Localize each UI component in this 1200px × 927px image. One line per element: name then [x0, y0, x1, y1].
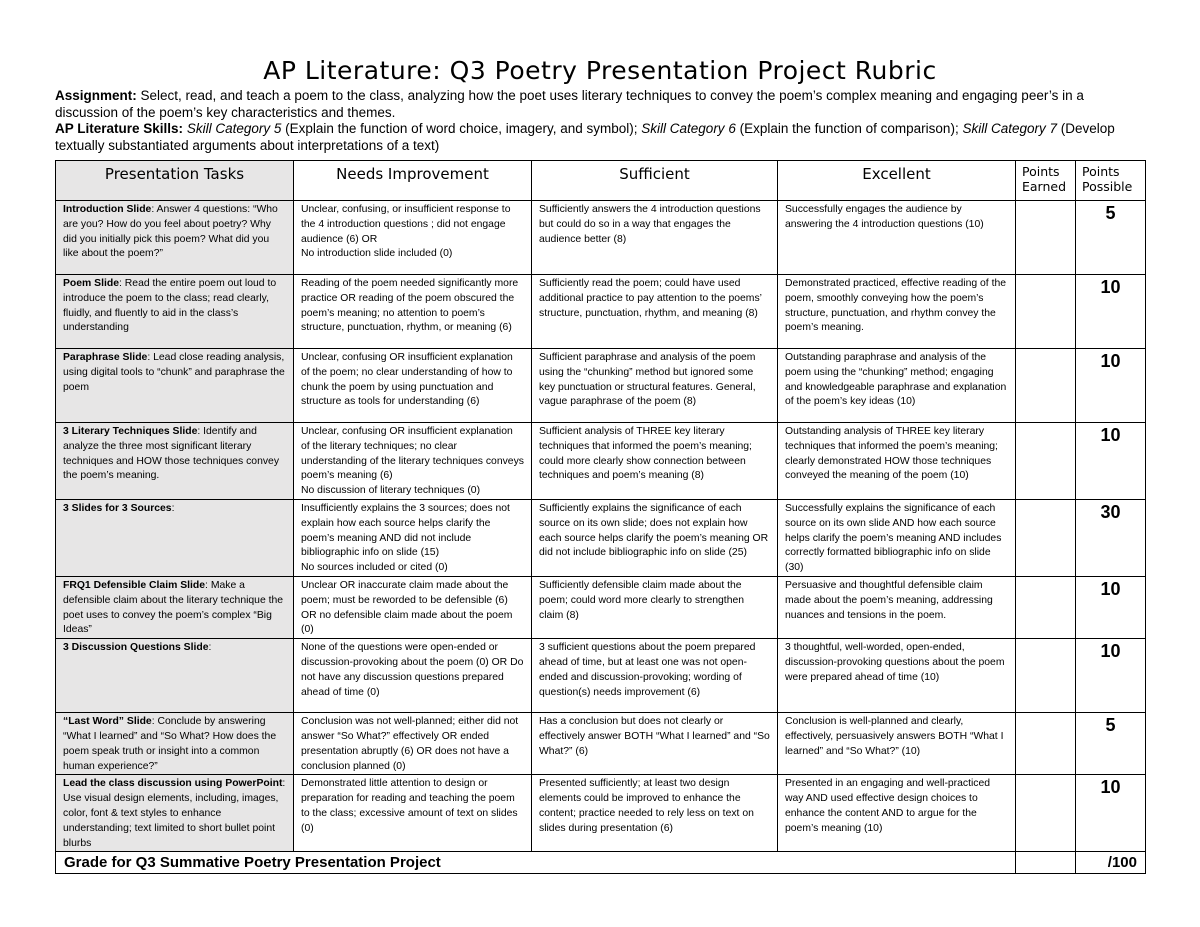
points-possible-value: 10: [1076, 423, 1146, 500]
header-tasks: Presentation Tasks: [56, 161, 294, 201]
sufficient-cell: Sufficiently explains the significance of each source on its own slide; does not explain how each source helps clarify the poem’s meaning OR did not include bibliographic info on slide (25): [532, 499, 778, 576]
grade-total: /100: [1076, 852, 1146, 874]
points-possible-value: 10: [1076, 349, 1146, 423]
task-label: “Last Word” Slide: [63, 716, 152, 728]
points-earned-cell: [1016, 713, 1076, 775]
points-earned-cell: [1016, 275, 1076, 349]
needs-improvement-cell: Unclear OR inaccurate claim made about the poem; must be reworded to be defensible (6) OR no defensible claim made about the poem (0): [294, 576, 532, 638]
sufficient-cell: Sufficiently defensible claim made about the poem; could word more clearly to strengthen claim (8): [532, 576, 778, 638]
rubric-row: [56, 275, 1146, 349]
excellent-cell: Demonstrated practiced, effective reading of the poem, smoothly conveying how the poem’s structure, punctuation, and rhythm convey the poem’s meaning.: [778, 275, 1016, 349]
task-cell: [56, 775, 294, 852]
excellent-cell: Persuasive and thoughtful defensible claim made about the poem’s meaning, addressing nuances and tensions in the poem.: [778, 576, 1016, 638]
header-points-earned: Points Earned: [1016, 161, 1076, 201]
needs-improvement-cell: Unclear, confusing OR insufficient explanation of the poem; no clear understanding of how to chunk the poem by using punctuation and structure as tools for understanding (6): [294, 349, 532, 423]
grade-label: Grade for Q3 Summative Poetry Presentation Project: [56, 852, 1016, 874]
task-cell: [56, 349, 294, 423]
rubric-table: [55, 160, 1146, 874]
header-needs-improvement: Needs Improvement: [294, 161, 532, 201]
sufficient-cell: Has a conclusion but does not clearly or effectively answer BOTH “What I learned” and “So What?” (6): [532, 713, 778, 775]
needs-improvement-cell: Conclusion was not well-planned; either did not answer “So What?” effectively OR ended presentation abruptly (6) OR does not have a conclusion planned (0): [294, 713, 532, 775]
header-excellent: Excellent: [778, 161, 1016, 201]
task-description: :: [208, 642, 212, 654]
task-label: Lead the class discussion using PowerPoint: [63, 778, 283, 790]
points-earned-cell: [1016, 201, 1076, 275]
task-cell: [56, 499, 294, 576]
task-cell: [56, 713, 294, 775]
assignment-text: Select, read, and teach a poem to the class, analyzing how the poet uses literary techniques to convey the poem’s complex meaning and engaging peer’s in a discussion of the poem’s key characteristics and themes.: [55, 88, 1084, 120]
points-earned-cell: [1016, 576, 1076, 638]
task-label: FRQ1 Defensible Claim Slide: [63, 579, 206, 591]
sufficient-cell: Presented sufficiently; at least two design elements could be improved to enhance the content; practice needed to rely less on text on slides during presentation (6): [532, 775, 778, 852]
rubric-row: [56, 499, 1146, 576]
skill-category-5-text: (Explain the function of word choice, imagery, and symbol);: [281, 121, 642, 136]
task-label: Poem Slide: [63, 278, 120, 289]
task-label: 3 Slides for 3 Sources: [63, 502, 172, 514]
task-description: : Use visual design elements, including, images, color, font & text styles to enhance understanding; text limited to short bullet point blurbs: [63, 778, 286, 849]
rubric-row: [56, 576, 1146, 638]
skill-category-6-text: (Explain the function of comparison);: [735, 121, 963, 136]
task-description: : Make a defensible claim about the literary technique the poet uses to convey the poem’s complex “Big Ideas”: [63, 579, 284, 636]
excellent-cell: Outstanding paraphrase and analysis of the poem using the “chunking” method; engaging and knowledgeable paraphrase and explanation of the poem’s key ideas (10): [778, 349, 1016, 423]
points-possible-value: 5: [1076, 201, 1146, 275]
header-points-possible: Points Possible: [1076, 161, 1146, 201]
footer-row: [56, 852, 1146, 874]
points-possible-value: 10: [1076, 275, 1146, 349]
sufficient-cell: Sufficient paraphrase and analysis of the poem using the “chunking” method but ignored some key punctuation or structural features. General, vague paraphrase of the poem (8): [532, 349, 778, 423]
points-possible-value: 10: [1076, 775, 1146, 852]
points-possible-value: 10: [1076, 639, 1146, 713]
needs-improvement-cell: Unclear, confusing, or insufficient response to the 4 introduction questions ; did not engage audience (6) OR No introduction slide included (0): [294, 201, 532, 275]
rubric-row: [56, 349, 1146, 423]
task-label: 3 Literary Techniques Slide: [63, 426, 198, 437]
skills-label: AP Literature Skills:: [55, 121, 184, 136]
rubric-row: [56, 713, 1146, 775]
task-description: : Conclude by answering “What I learned” and “So What? How does the poem speak truth or insight into a common human experience?”: [63, 716, 277, 772]
rubric-row: [56, 201, 1146, 275]
assignment-label: Assignment:: [55, 88, 137, 103]
excellent-cell: Outstanding analysis of THREE key literary techniques that informed the poem’s meaning; clearly demonstrated HOW those techniques conveyed the meaning of the poem (10): [778, 423, 1016, 500]
task-cell: [56, 423, 294, 500]
needs-improvement-cell: None of the questions were open-ended or discussion-provoking about the poem (0) OR Do not have any discussion questions prepared ahead of time (0): [294, 639, 532, 713]
task-cell: [56, 201, 294, 275]
excellent-cell: Successfully engages the audience by answering the 4 introduction questions (10): [778, 201, 1016, 275]
excellent-cell: Conclusion is well-planned and clearly, effectively, persuasively answers BOTH “What I learned” and “So What?” (10): [778, 713, 1016, 775]
header-sufficient: Sufficient: [532, 161, 778, 201]
sufficient-cell: Sufficiently answers the 4 introduction questions but could do so in a way that engages the audience better (8): [532, 201, 778, 275]
task-cell: [56, 576, 294, 638]
grade-earned-cell: [1016, 852, 1076, 874]
page-title: AP Literature: Q3 Poetry Presentation Project Rubric: [263, 56, 937, 85]
points-possible-value: 5: [1076, 713, 1146, 775]
sufficient-cell: Sufficient analysis of THREE key literary techniques that informed the poem’s meaning; could more clearly show connection between techniques and poem’s meaning (8): [532, 423, 778, 500]
task-label: Paraphrase Slide: [63, 352, 148, 363]
points-possible-value: 30: [1076, 499, 1146, 576]
task-description: : Identify and analyze the three most significant literary techniques and HOW those techniques convey the poem’s meaning.: [63, 426, 280, 482]
skill-category-7: Skill Category 7: [962, 121, 1057, 136]
intro-block: [55, 88, 1145, 154]
excellent-cell: Presented in an engaging and well-practiced way AND used effective design choices to enhance the content AND to argue for the poem’s meaning (10): [778, 775, 1016, 852]
skill-category-6: Skill Category 6: [641, 121, 736, 136]
needs-improvement-cell: Reading of the poem needed significantly more practice OR reading of the poem obscured the poem’s meaning; no attention to poem’s structure, punctuation, rhythm, or meaning (6): [294, 275, 532, 349]
points-earned-cell: [1016, 775, 1076, 852]
task-description: :: [171, 502, 175, 514]
points-earned-cell: [1016, 639, 1076, 713]
task-description: : Read the entire poem out loud to introduce the poem to the class; read clearly, fluidly, and fluently to aid in the class’s understanding: [63, 278, 277, 334]
skills-line: [55, 121, 1145, 154]
points-earned-cell: [1016, 499, 1076, 576]
header-row: [56, 161, 1146, 201]
task-description: : Answer 4 questions: “Who are you? How do you feel about poetry? Why did you initially pick this poem? What did you like about the poem?”: [63, 204, 278, 260]
points-earned-cell: [1016, 423, 1076, 500]
needs-improvement-cell: Demonstrated little attention to design or preparation for reading and teaching the poem to the class; excessive amount of text on slides (0): [294, 775, 532, 852]
points-earned-cell: [1016, 349, 1076, 423]
needs-improvement-cell: Insufficiently explains the 3 sources; does not explain how each source helps clarify the poem’s meaning AND did not include bibliographic info on slide (15) No sources included or cited (0): [294, 499, 532, 576]
rubric-row: [56, 639, 1146, 713]
skill-category-7-text: (Develop textually substantiated arguments about interpretations of a text): [55, 121, 1115, 153]
rubric-row: [56, 423, 1146, 500]
task-label: 3 Discussion Questions Slide: [63, 642, 209, 654]
task-cell: [56, 639, 294, 713]
task-label: Introduction Slide: [63, 204, 152, 215]
assignment-line: [55, 88, 1145, 121]
points-possible-value: 10: [1076, 576, 1146, 638]
excellent-cell: 3 thoughtful, well-worded, open-ended, discussion-provoking questions about the poem were prepared ahead of time (10): [778, 639, 1016, 713]
skill-category-5: Skill Category 5: [186, 121, 282, 136]
task-cell: [56, 275, 294, 349]
task-description: : Lead close reading analysis, using digital tools to “chunk” and paraphrase the poem: [63, 352, 285, 393]
needs-improvement-cell: Unclear, confusing OR insufficient explanation of the literary techniques; no clear understanding of the literary techniques conveys poem’s meaning (6) No discussion of literary techniques (0): [294, 423, 532, 500]
sufficient-cell: 3 sufficient questions about the poem prepared ahead of time, but at least one was not open-ended and discussion-provoking; wording of question(s) needs improvement (6): [532, 639, 778, 713]
sufficient-cell: Sufficiently read the poem; could have used additional practice to pay attention to the poems’ structure, punctuation, rhythm, and meaning (8): [532, 275, 778, 349]
rubric-row: [56, 775, 1146, 852]
excellent-cell: Successfully explains the significance of each source on its own slide AND how each source helps clarify the poem’s meaning AND includes correctly formatted bibliographic info on slide (30): [778, 499, 1016, 576]
